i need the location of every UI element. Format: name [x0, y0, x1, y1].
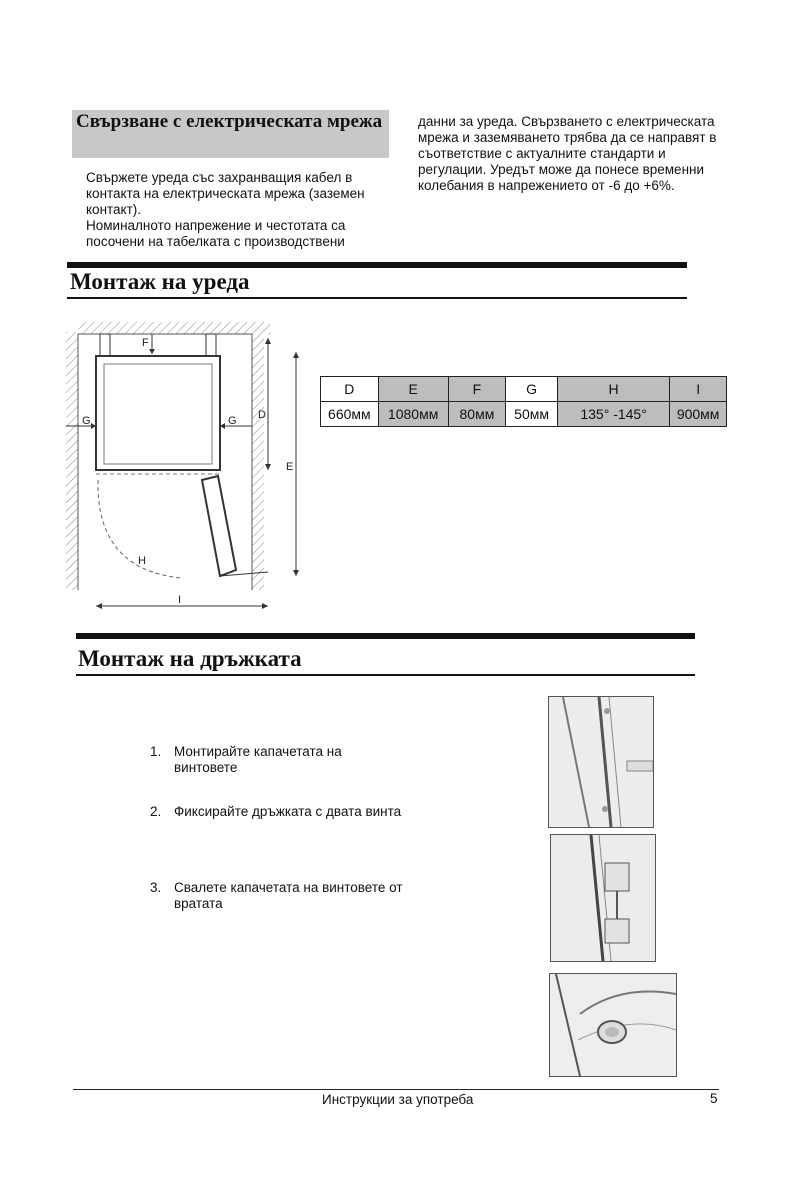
- photo-step-3: [549, 973, 677, 1077]
- dimensions-value-row: [321, 402, 727, 427]
- power-paragraph-2: Номиналното напрежение и честотата са посочени на табелката с производствени: [86, 218, 346, 249]
- photo-step-1-drawing: [549, 697, 653, 827]
- power-paragraph-1: Свържете уреда със захранващия кабел в контакта на електрическата мрежа (заземен контакт).: [86, 170, 365, 217]
- footer-rule: [73, 1089, 719, 1090]
- step-2-number: 2.: [150, 804, 162, 819]
- step-1: [150, 744, 450, 778]
- label-d: D: [258, 409, 266, 421]
- step-1-text: Монтирайте капачетата на винтовете: [174, 744, 342, 775]
- header-e: E: [378, 377, 448, 402]
- label-i: I: [178, 594, 182, 606]
- label-f: F: [142, 337, 149, 349]
- label-g-left: G: [82, 415, 91, 427]
- dimensions-table: [320, 376, 727, 427]
- value-g: 50мм: [506, 402, 558, 427]
- power-left-text: [86, 170, 376, 250]
- open-door: [202, 476, 236, 576]
- handle-steps: [150, 744, 450, 924]
- fridge-body: [96, 356, 220, 470]
- left-wall-hatch: [66, 332, 78, 590]
- dimensions-header-row: [321, 377, 727, 402]
- power-right-text: данни за уреда. Свързването с електрическата мрежа и заземяването трябва да се направят в съответствие с актуалните стандарти и регулации. Уредът може да понесе временни колебания в напрежението от -6 до +6%.: [418, 114, 717, 193]
- photo-step-2: [550, 834, 656, 962]
- handle-top-rule: [76, 633, 695, 639]
- footer-text: Инструкции за употреба: [322, 1092, 474, 1107]
- top-wall-hatch: [78, 322, 270, 334]
- label-g-right: G: [228, 415, 237, 427]
- header-g: G: [506, 377, 558, 402]
- value-e: 1080мм: [378, 402, 448, 427]
- value-d: 660мм: [321, 402, 379, 427]
- header-d: D: [321, 377, 379, 402]
- install-title: Монтаж на уреда: [70, 269, 250, 294]
- step-3-text: Свалете капачетата на винтовете от вратата: [174, 880, 403, 911]
- label-h: H: [138, 555, 146, 567]
- header-h: H: [557, 377, 669, 402]
- install-bottom-rule: [67, 297, 687, 299]
- step-2-text: Фиксирайте дръжката с двата винта: [174, 804, 402, 819]
- handle-bottom-rule: [76, 674, 695, 676]
- photo-step-2-drawing: [551, 835, 655, 961]
- power-section-heading: Свързване с електрическата мрежа: [72, 110, 389, 158]
- value-i: 900мм: [670, 402, 727, 427]
- photo-step-3-drawing: [550, 974, 676, 1076]
- installation-diagram: [62, 320, 322, 620]
- step-1-number: 1.: [150, 744, 162, 759]
- label-e: E: [286, 461, 294, 473]
- spacer-left: [100, 334, 110, 356]
- step-3: [150, 880, 450, 914]
- handle-title: Монтаж на дръжката: [78, 646, 302, 671]
- right-wall-hatch: [252, 334, 264, 590]
- step-3-number: 3.: [150, 880, 162, 895]
- photo-step-1: [548, 696, 654, 828]
- step-2: [150, 804, 450, 822]
- header-i: I: [670, 377, 727, 402]
- value-f: 80мм: [448, 402, 506, 427]
- value-h: 135° -145°: [557, 402, 669, 427]
- page-number: 5: [710, 1091, 718, 1106]
- header-f: F: [448, 377, 506, 402]
- spacer-right: [206, 334, 216, 356]
